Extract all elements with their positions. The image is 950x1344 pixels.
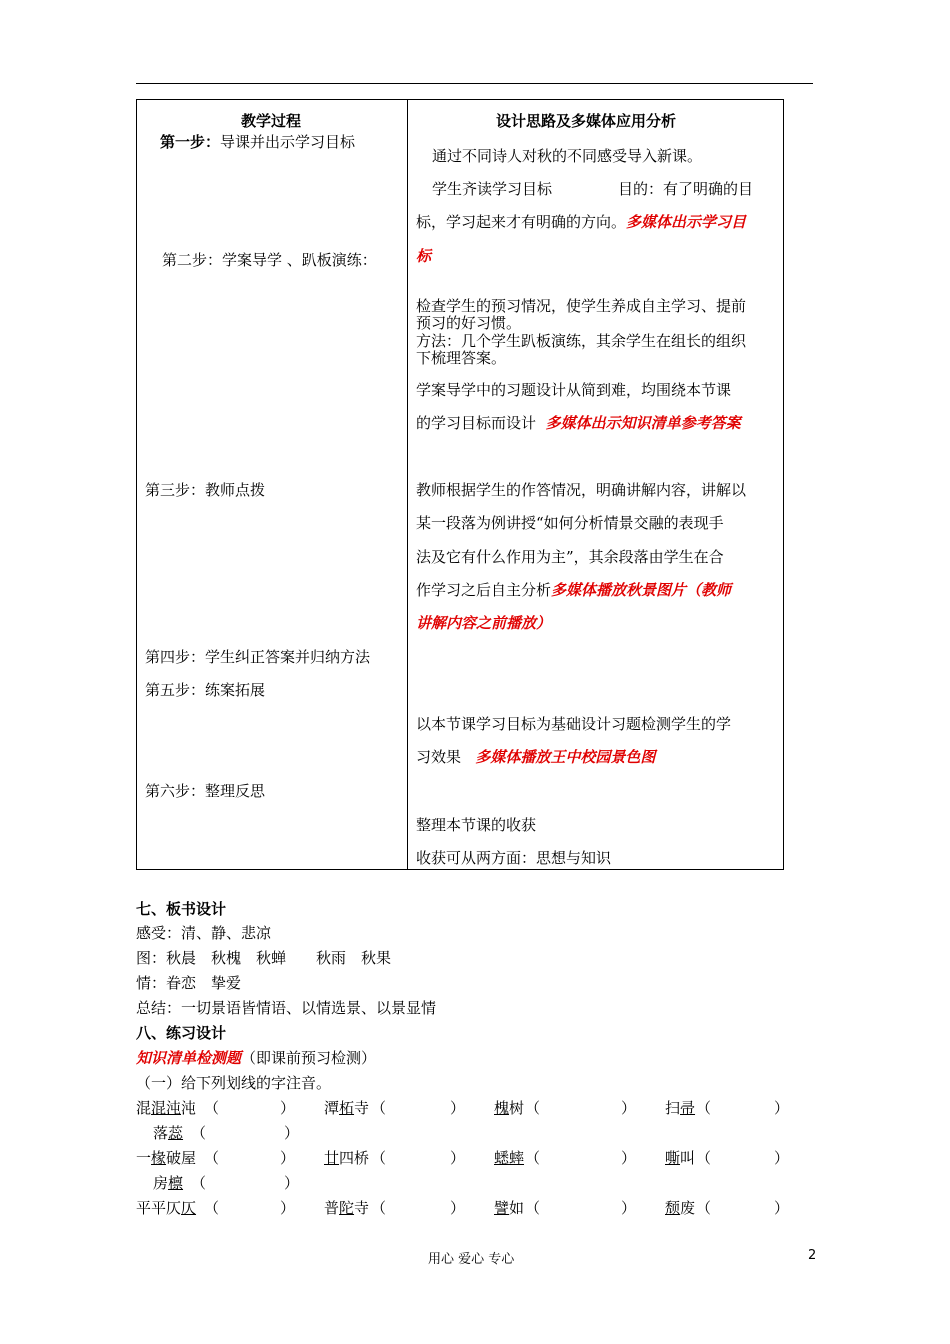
answer-paren-open: （ xyxy=(204,1149,220,1167)
answer-paren-open: （ xyxy=(696,1149,712,1167)
answer-paren-open: （ xyxy=(525,1099,541,1117)
answer-paren-open: （ xyxy=(191,1174,207,1192)
header-rule xyxy=(136,83,813,84)
design-p5b: 某一段落为例讲授“如何分析情景交融的表现手 xyxy=(416,514,724,532)
design-p7a: 整理本节课的收获 xyxy=(416,816,537,834)
answer-paren-close: ） xyxy=(284,1174,300,1192)
item-yichuan: 一椽破屋 xyxy=(136,1149,197,1167)
board-line-3: 情：眷恋 挚爱 xyxy=(136,974,242,992)
design-p2c: 标，学习起来才有明确的方向。多媒体出示学习目 xyxy=(416,213,747,231)
answer-paren-open: （ xyxy=(191,1124,207,1142)
answer-paren-open: （ xyxy=(525,1199,541,1217)
design-p6b: 习效果 多媒体播放王中校园景色图 xyxy=(416,748,656,766)
item-sijiao: 嘶叫 xyxy=(665,1149,696,1167)
item-hundun: 混混沌沌 xyxy=(136,1099,197,1117)
item-niansiqiao: 廿四桥 xyxy=(324,1149,370,1167)
item-luorui: 落蕊 xyxy=(153,1124,184,1142)
board-line-2: 图：秋晨 秋槐 秋蝉 秋雨 秋果 xyxy=(136,949,392,967)
column-divider xyxy=(407,100,408,869)
design-p3b: 预习的好习惯。 xyxy=(416,314,522,332)
answer-paren-close: ） xyxy=(774,1149,790,1167)
section8-title: 八、练习设计 xyxy=(136,1024,227,1042)
answer-paren-open: （ xyxy=(696,1199,712,1217)
answer-paren-close: ） xyxy=(284,1124,300,1142)
design-p2d: 标 xyxy=(416,247,432,265)
answer-paren-close: ） xyxy=(621,1149,637,1167)
design-p6a: 以本节课学习目标为基础设计习题检测学生的学 xyxy=(416,715,732,733)
item-tanzhesi: 潭柘寺 xyxy=(324,1099,370,1117)
answer-paren-close: ） xyxy=(450,1199,466,1217)
answer-paren-close: ） xyxy=(774,1099,790,1117)
design-p3a: 检查学生的预习情况，使学生养成自主学习、提前 xyxy=(416,297,747,315)
step-2: 第二步：学案导学 、趴板演练： xyxy=(162,251,377,269)
step-4: 第四步：学生纠正答案并归纳方法 xyxy=(145,648,371,666)
design-p2b: 目的：有了明确的目 xyxy=(618,180,754,198)
right-column-header: 设计思路及多媒体应用分析 xyxy=(496,112,677,130)
board-line-4: 总结：一切景语皆情语、以情选景、以景显情 xyxy=(136,999,437,1017)
step-1: 第一步：导课并出示学习目标 xyxy=(160,133,356,151)
design-p2a: 学生齐读学习目标 xyxy=(432,180,553,198)
board-line-1: 感受：清、静、悲凉 xyxy=(136,924,272,942)
answer-paren-open: （ xyxy=(371,1099,387,1117)
item-putuosi: 普陀寺 xyxy=(324,1199,370,1217)
item-fanglin: 房檩 xyxy=(153,1174,184,1192)
answer-paren-close: ） xyxy=(621,1199,637,1217)
answer-paren-open: （ xyxy=(371,1149,387,1167)
footer-motto: 用心 爱心 专心 xyxy=(428,1252,515,1267)
answer-paren-close: ） xyxy=(621,1099,637,1117)
answer-paren-close: ） xyxy=(280,1199,296,1217)
step-6: 第六步：整理反思 xyxy=(145,782,266,800)
item-tuifei: 颓废 xyxy=(665,1199,696,1217)
answer-paren-open: （ xyxy=(204,1099,220,1117)
left-column-header: 教学过程 xyxy=(241,112,302,130)
step-3: 第三步：教师点拨 xyxy=(145,481,266,499)
question-1: （一）给下列划线的字注音。 xyxy=(136,1074,332,1092)
answer-paren-open: （ xyxy=(696,1099,712,1117)
item-huaishu: 槐树 xyxy=(494,1099,525,1117)
design-p3c: 方法：几个学生趴板演练，其余学生在组长的组织 xyxy=(416,332,747,350)
design-p3d: 下梳理答案。 xyxy=(416,349,507,367)
step-5: 第五步：练案拓展 xyxy=(145,681,266,699)
page-number: 2 xyxy=(808,1248,817,1263)
design-p5a: 教师根据学生的作答情况，明确讲解内容，讲解以 xyxy=(416,481,747,499)
design-p4b: 的学习目标而设计 多媒体出示知识清单参考答案 xyxy=(416,414,741,432)
item-pingpingzeze: 平平仄仄 xyxy=(136,1199,197,1217)
design-p7b: 收获可从两方面：思想与知识 xyxy=(416,849,612,867)
answer-paren-close: ） xyxy=(280,1099,296,1117)
section8-subtitle: 知识清单检测题（即课前预习检测） xyxy=(136,1049,377,1067)
answer-paren-open: （ xyxy=(371,1199,387,1217)
answer-paren-close: ） xyxy=(450,1149,466,1167)
design-p5d: 作学习之后自主分析多媒体播放秋景图片（教师 xyxy=(416,581,732,599)
design-p5e: 讲解内容之前播放） xyxy=(416,614,552,632)
section7-title: 七、板书设计 xyxy=(136,900,227,918)
item-piru: 譬如 xyxy=(494,1199,525,1217)
item-xishuai: 蟋蟀 xyxy=(494,1149,525,1167)
design-p5c: 法及它有什么作用为主”，其余段落由学生在合 xyxy=(416,548,724,566)
answer-paren-close: ） xyxy=(280,1149,296,1167)
design-p1: 通过不同诗人对秋的不同感受导入新课。 xyxy=(432,147,703,165)
answer-paren-open: （ xyxy=(525,1149,541,1167)
answer-paren-close: ） xyxy=(774,1199,790,1217)
design-p4a: 学案导学中的习题设计从简到难，均围绕本节课 xyxy=(416,381,732,399)
answer-paren-open: （ xyxy=(204,1199,220,1217)
answer-paren-close: ） xyxy=(450,1099,466,1117)
item-saozhou: 扫帚 xyxy=(665,1099,696,1117)
